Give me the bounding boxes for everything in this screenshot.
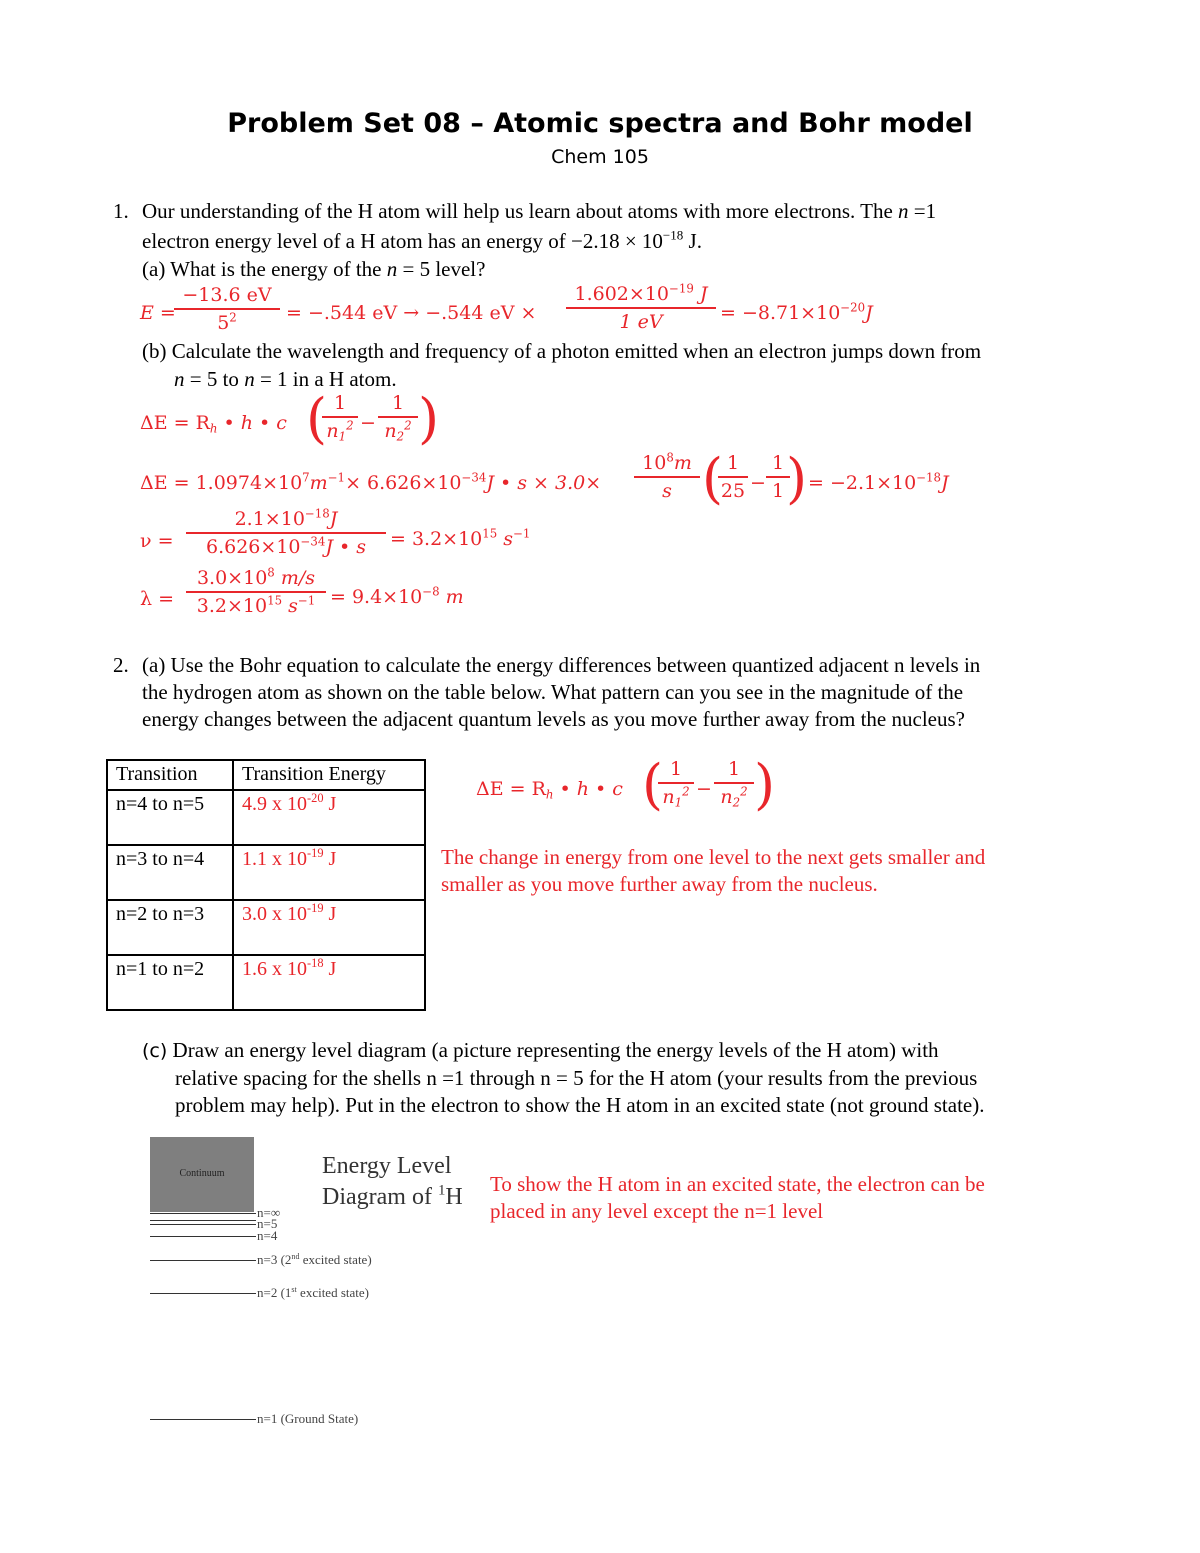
answer-1a-fraction-1: $\frac{-13.6 eV}{5^2}$	[174, 284, 280, 334]
question-2a-line-3: energy changes between the adjacent quantum levels as you move further away from the nucleus?	[142, 707, 965, 731]
answer-2c-line-1: To show the H atom in an excited state, the electron can be	[490, 1172, 985, 1196]
course-name: Chem 105	[551, 146, 649, 168]
calc-fraction-1-25: $\frac{1}{25}$	[718, 452, 748, 502]
speed-of-light-fraction: $\frac{10^8m}{s}$	[634, 452, 700, 502]
transition-energy-table	[106, 759, 426, 1011]
level-n-infinity	[150, 1213, 256, 1214]
diagram-title-line-2: Diagram of $^1$H	[322, 1182, 463, 1210]
answer-2c-line-2: placed in any level except the n=1 level	[490, 1199, 824, 1223]
answer-1a-fraction-2: $\frac{1.602\times 10^{-19} J}{1 eV}$	[566, 283, 716, 333]
question-1-intro-line-2: electron energy level of a H atom has an energy of $-2.18 \times 10^{-18}$ J.	[142, 227, 702, 253]
table-row: n=2 to n=3 3.0 x $10^{-19}$ J	[107, 900, 425, 955]
answer-1a-lhs: E =	[140, 302, 176, 324]
level-n-5	[150, 1220, 256, 1221]
question-1b-prompt-line-2: n = 5 to n = 1 in a H atom.	[174, 367, 397, 391]
table-header-energy: Transition Energy	[233, 760, 425, 790]
question-2-number: 2.	[113, 653, 129, 677]
table-row: n=4 to n=5 4.9 x $10^{-20}$ J	[107, 790, 425, 845]
question-2c-line-1: (c) Draw an energy level diagram (a picture representing the energy levels of the H atom) with	[142, 1038, 939, 1062]
table-header-transition: Transition	[107, 760, 233, 790]
level-n-2	[150, 1293, 256, 1294]
table-row: n=1 to n=2 1.6 x $10^{-18}$ J	[107, 955, 425, 1010]
page-title: Problem Set 08 – Atomic spectra and Bohr model	[227, 108, 973, 139]
question-1-intro-line-1: Our understanding of the H atom will help us learn about atoms with more electrons. The n =1	[142, 199, 937, 223]
frequency-fraction: $\frac{2.1\times 10^{-18}J}{6.626\times 10^{-34}J • s}$	[186, 508, 386, 558]
right-paren: )	[418, 387, 440, 450]
answer-1a-result: = $-8.71\times 10^{-20}J$	[720, 300, 873, 324]
level-n-4	[150, 1236, 256, 1237]
answer-2a-line-1: The change in energy from one level to the next gets smaller and	[441, 845, 986, 869]
level-n-3	[150, 1260, 256, 1261]
formula-fraction-1: $\frac{1}{n_1^2}$	[322, 392, 358, 442]
level-n-1	[150, 1419, 256, 1420]
question-2a-line-1: (a) Use the Bohr equation to calculate the energy differences between quantized adjacent n levels in	[142, 653, 981, 677]
diagram-title-line-1: Energy Level	[322, 1153, 452, 1179]
level-n-5b	[150, 1224, 256, 1225]
question-1b-prompt-line-1: (b) Calculate the wavelength and frequency of a photon emitted when an electron jumps down from	[142, 339, 982, 363]
question-2c-line-2: relative spacing for the shells n =1 through n = 5 for the H atom (your results from the previous	[175, 1066, 978, 1090]
table-row: n=3 to n=4 1.1 x $10^{-19}$ J	[107, 845, 425, 900]
answer-2a-line-2: smaller as you move further away from the nucleus.	[441, 872, 878, 896]
question-1-number: 1.	[113, 199, 129, 223]
left-paren: (	[306, 387, 328, 450]
question-2c-line-3: problem may help). Put in the electron to show the H atom in an excited state (not ground state).	[175, 1093, 985, 1117]
table-header-row	[107, 760, 425, 790]
question-2a-line-2: the hydrogen atom as shown on the table below. What pattern can you see in the magnitude of the	[142, 680, 964, 704]
wavelength-fraction: $\frac{3.0\times 10^8 m/s}{3.2\times 10^{15} s^{-1}}$	[186, 567, 326, 617]
continuum-box: Continuum	[150, 1137, 254, 1212]
calc-fraction-1-1: $\frac{1}{1}$	[766, 452, 790, 502]
question-1a-prompt: (a) What is the energy of the n = 5 level?	[142, 257, 486, 281]
answer-1a-middle: = −.544 eV → −.544 eV ×	[286, 302, 537, 324]
formula-fraction-2: $\frac{1}{n_2^2}$	[378, 392, 418, 442]
